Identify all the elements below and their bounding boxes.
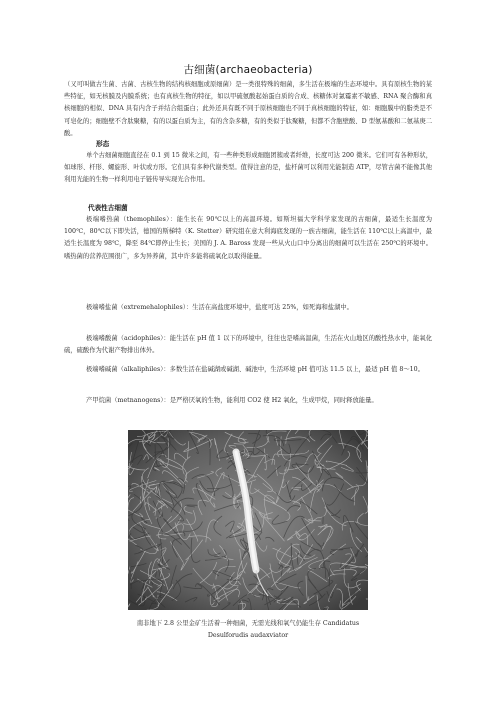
- microscope-photo-graphic: [128, 430, 368, 610]
- intro-paragraph: （又可叫做古生菌、古菌、古核生物的结构核细胞或原细菌）是一类很特殊的细菌，多生活在极端的生态环境中。具有原核生物的某些特征，如无核膜及内膜系统；也有真核生物的特征，如以甲硫氨酸起始蛋白质的合成、核糖体对氯霉素不敏感、RNA 聚合酶和真核细胞的相似、DNA 具有内含子并结合组蛋白；此外还具有既不同于原核细胞也不同于真核细胞的特征，如：细胞膜中的脂类是不可皂化的；细胞壁不含肽聚糖，有的以蛋白质为主，有的含杂多糖，有的类似于肽聚糖，但都不含胞壁酸、D 型氨基酸和二氨基庚二酸。: [64, 81, 432, 137]
- form-paragraph: 单个古细菌细胞直径在 0.1 到 15 微米之间，有一些种类形成细胞团簇或者纤维，长度可达 200 微米。它们可有各种形状，如球形、杆形、螺旋形、叶状或方形。它们具有多种代谢类型。值得注意的是，盐杆菌可以利用光能制造 ATP，尽管古菌不能像其他利用光能的生物一样利用电子链传导实现光合作用。: [64, 152, 432, 184]
- halophiles-paragraph: 极端嗜盐菌（extremehalophiles）：生活在高盐度环境中，盐度可达 25%，如死海和盐湖中。: [86, 304, 353, 311]
- alkaliphiles-paragraph: 极端嗜碱菌（alkaliphiles）：多数生活在盐碱湖或碱湖、碱池中，生活环境 pH 值可达 11.5 以上，最适 pH 值 8～10。: [86, 366, 424, 373]
- caption-line-2: Desulforudis audaxviator: [207, 632, 289, 639]
- methanogens-paragraph: 产甲烷菌（metnanogens）：是严格厌氧的生物，能利用 CO2 使 H2 氧化，生成甲烷，同时释放能量。: [86, 397, 378, 404]
- caption-line-1: 南非地下 2.8 公里金矿生活着一种细菌，无需光线和氧气仍能生存 Candidatus: [136, 620, 360, 627]
- acidophiles-paragraph: 极端嗜酸菌（acidophiles）：能生活在 pH 值 1 以下的环境中，往往也是嗜高温菌，生活在火山地区的酸性热水中，能氧化硫，硫酸作为代谢产物排出体外。: [64, 335, 432, 355]
- document-title: 古细菌(archaeobacteria): [183, 64, 313, 76]
- section-heading-representative: 代表性古细菌: [88, 204, 128, 212]
- microscope-photo: [128, 430, 368, 610]
- thermophiles-paragraph: 极端嗜热菌（themophiles）：能生长在 90℃以上的高温环境。如斯坦福大学科学家发现的古细菌，最适生长温度为 100℃，80℃以下即失活，德国的斯梯特（K. Stetter）研究组在意大利海底发现的一族古细菌，能生活在 110℃以上高温中，最适生长温度为 98℃，降至 84℃即停止生长；美国的 J. A. Baross 发现一些从火山口中分离出的细菌可以生活在 250℃的环境中。嗜热菌的营养范围很广，多为异养菌，其中许多能将硫氧化以取得能量。: [64, 216, 432, 260]
- section-heading-form: 形态: [96, 140, 110, 148]
- figure-caption: [64, 618, 432, 642]
